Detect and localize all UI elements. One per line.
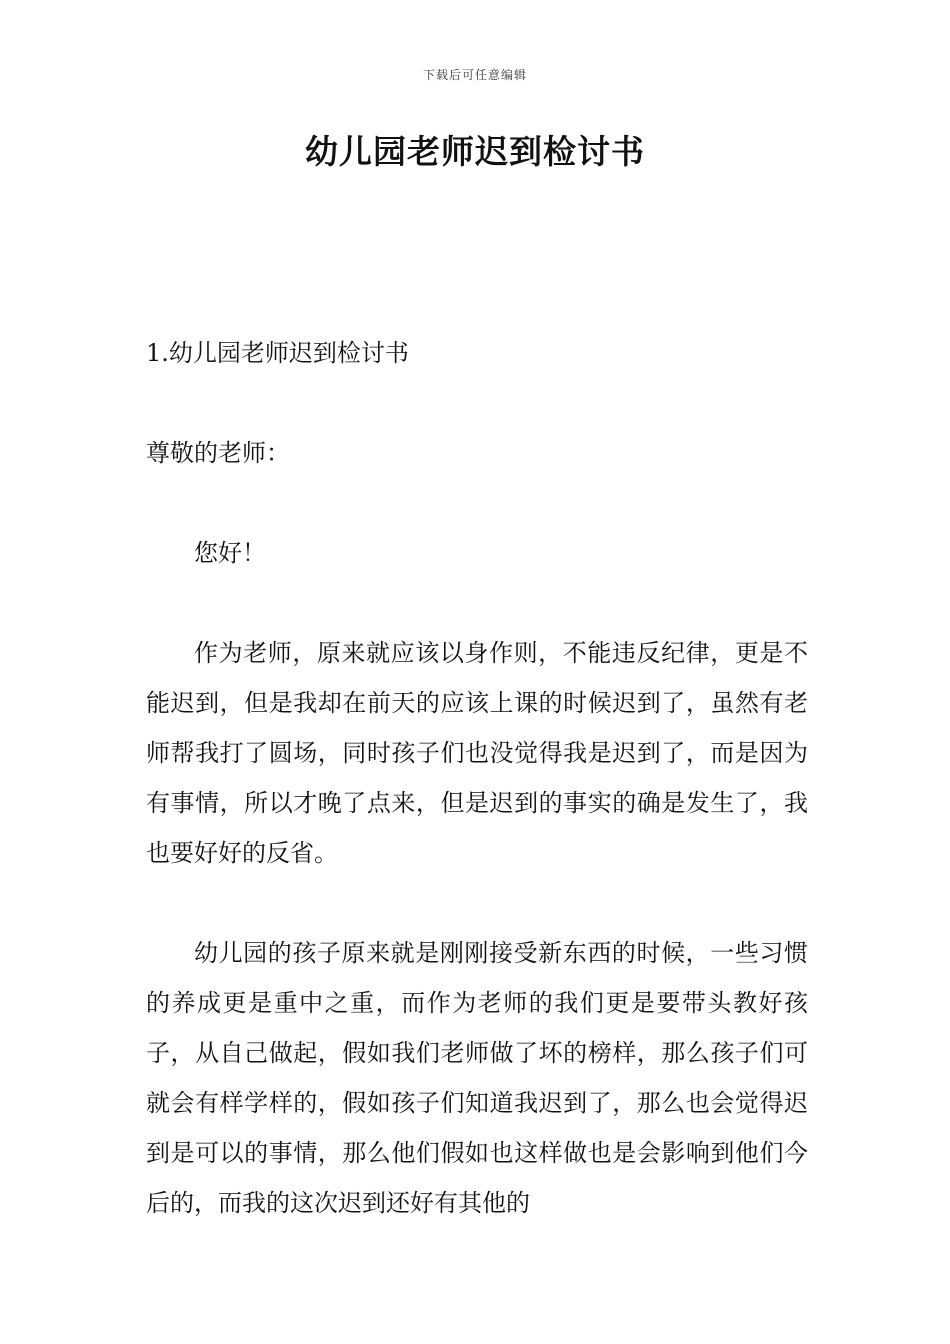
document-body: [146, 328, 808, 1278]
section-heading: 1.幼儿园老师迟到检讨书: [146, 339, 409, 367]
header-note: 下载后可任意编辑: [422, 68, 527, 82]
greeting: 您好！: [194, 539, 266, 567]
document-title: 幼儿园老师迟到检讨书: [305, 132, 645, 171]
salutation: 尊敬的老师：: [146, 439, 290, 467]
body-paragraph: 作为老师，原来就应该以身作则，不能违反纪律，更是不能迟到，但是我却在前天的应该上课的时候迟到了，虽然有老师帮我打了圆场，同时孩子们也没觉得我是迟到了，而是因为有事情，所以才晚了点来，但是迟到的事实的确是发生了，我也要好好的反省。: [146, 639, 808, 867]
body-paragraph: 幼儿园的孩子原来就是刚刚接受新东西的时候，一些习惯的养成更是重中之重，而作为老师的我们更是要带头教好孩子，从自己做起，假如我们老师做了坏的榜样，那么孩子们可就会有样学样的，假如孩子们知道我迟到了，那么也会觉得迟到是可以的事情，那么他们假如也这样做也是会影响到他们今后的，而我的这次迟到还好有其他的: [146, 939, 808, 1217]
